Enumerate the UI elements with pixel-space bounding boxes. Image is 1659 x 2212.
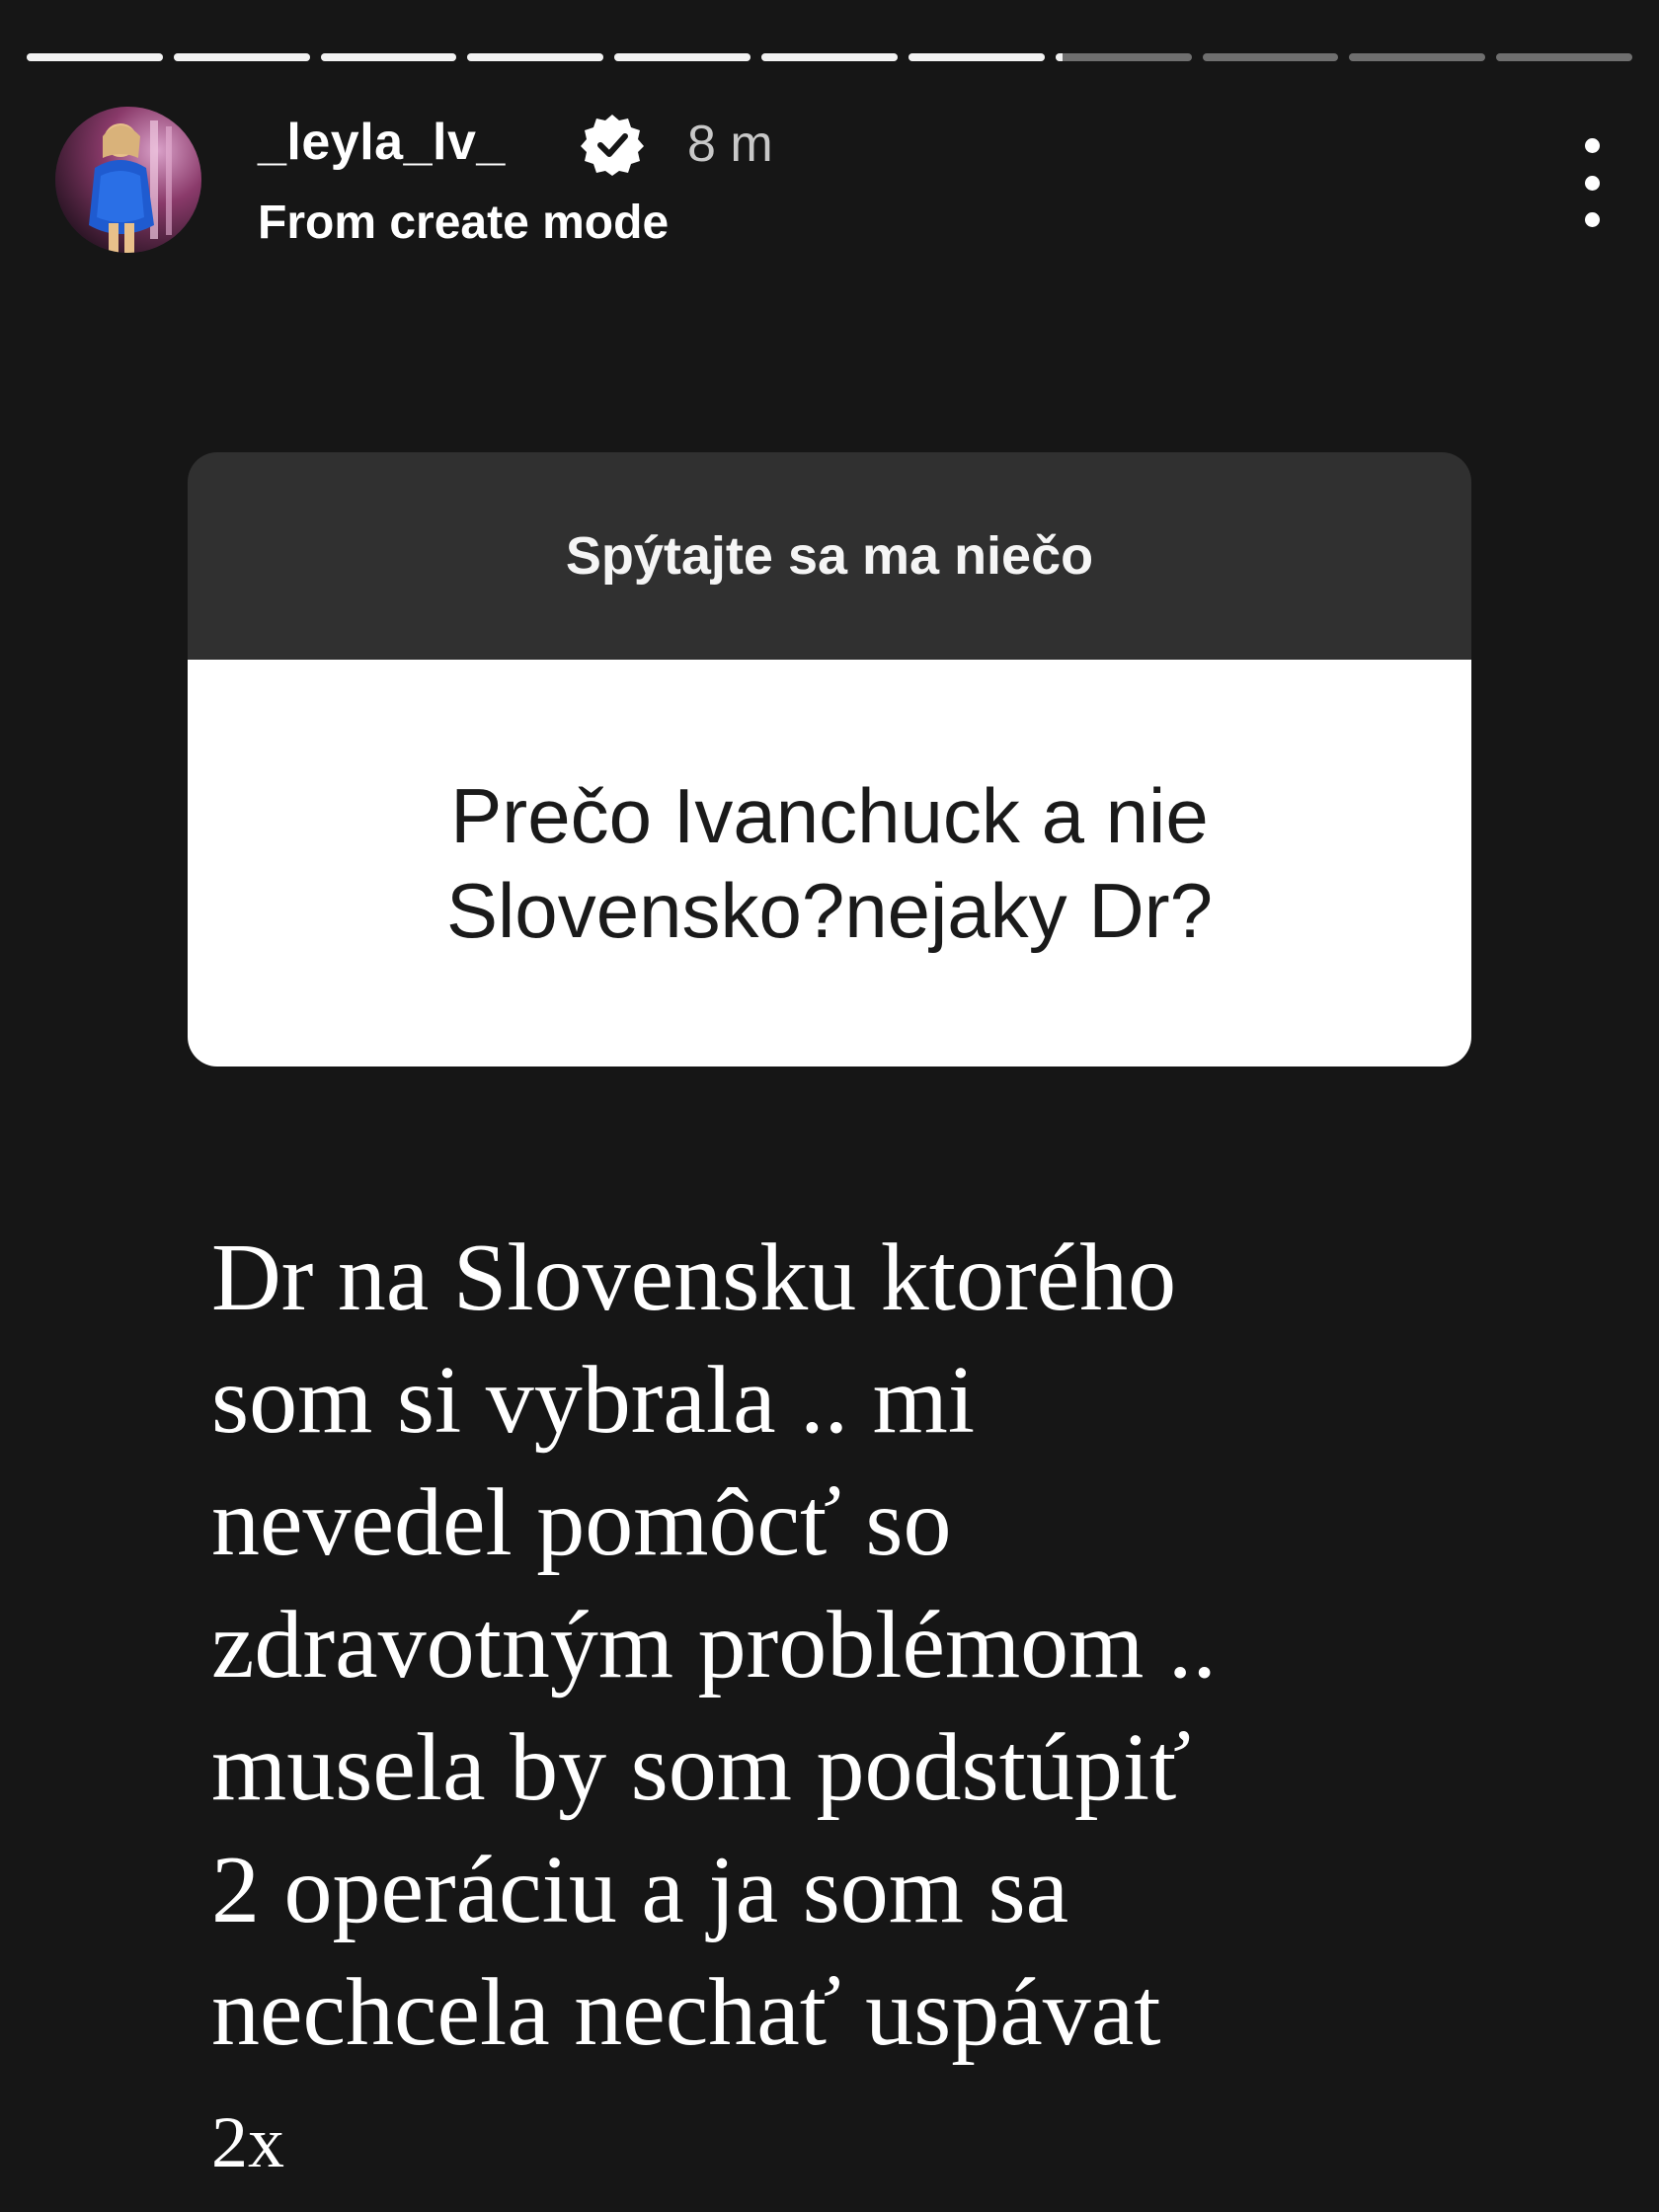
profile-avatar-image xyxy=(55,107,201,253)
answer-line: musela by som podstúpiť xyxy=(211,1714,1191,1821)
story-progress-fill xyxy=(174,53,310,61)
story-progress-segment xyxy=(1496,53,1632,61)
answer-line: zdravotným problémom .. xyxy=(211,1592,1217,1698)
story-progress-segment xyxy=(174,53,310,61)
answer-line: nechcela nechať uspávat xyxy=(211,1959,1161,2066)
verified-badge-icon xyxy=(579,111,646,178)
story-progress-fill xyxy=(1056,53,1063,61)
post-time: 8 m xyxy=(687,116,773,173)
story-progress-fill xyxy=(761,53,898,61)
story-progress-fill xyxy=(614,53,750,61)
story-progress-segment xyxy=(614,53,750,61)
story-progress-segment xyxy=(467,53,603,61)
story-header xyxy=(55,103,1616,261)
story-progress-segment xyxy=(321,53,457,61)
story-progress-segment xyxy=(761,53,898,61)
story-progress-fill xyxy=(908,53,1045,61)
answer-line: 2x xyxy=(211,2102,284,2183)
answer-text xyxy=(211,1217,1495,2204)
answer-line: 2 operáciu a ja som sa xyxy=(211,1837,1069,1943)
story-progress-segment xyxy=(1203,53,1339,61)
story-progress-fill xyxy=(321,53,457,61)
question-sticker xyxy=(188,452,1471,1066)
story-subtitle: From create mode xyxy=(258,197,670,249)
story-progress-bar xyxy=(27,53,1632,61)
more-vertical-icon[interactable] xyxy=(1568,138,1616,227)
story-progress-segment xyxy=(1349,53,1485,61)
username[interactable]: _leyla_lv_ xyxy=(258,114,506,171)
question-sticker-title: Spýtajte sa ma niečo xyxy=(188,452,1471,660)
answer-line: Dr na Slovensku ktorého xyxy=(211,1224,1177,1331)
answer-line: nevedel pomôcť so xyxy=(211,1469,952,1576)
question-sticker-body xyxy=(188,660,1471,1066)
question-text: Prečo Ivanchuck a nie Slovensko?nejaky Dr? xyxy=(445,772,1214,954)
story-progress-segment xyxy=(27,53,163,61)
answer-line: som si vybrala .. mi xyxy=(211,1347,976,1454)
story-progress-segment xyxy=(908,53,1045,61)
avatar[interactable] xyxy=(55,107,201,253)
story-progress-fill xyxy=(467,53,603,61)
story-progress-fill xyxy=(27,53,163,61)
story-progress-segment xyxy=(1056,53,1192,61)
